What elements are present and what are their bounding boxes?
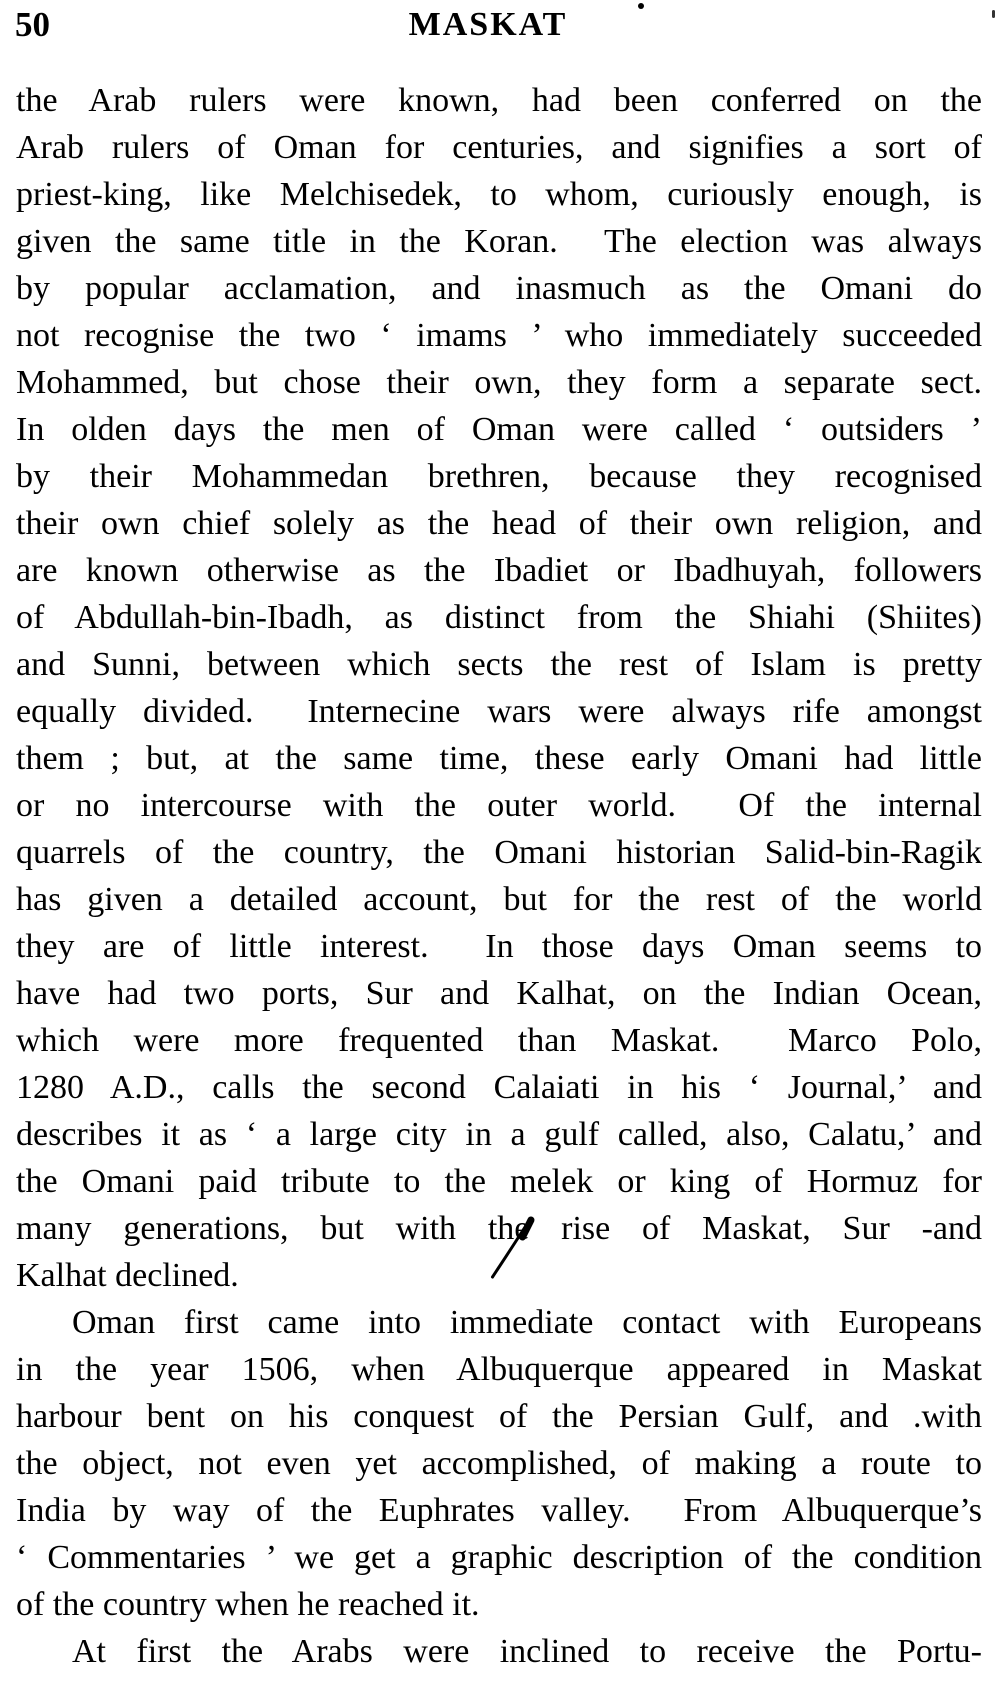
text-line: by their Mohammedan brethren, because they recognised <box>16 458 982 495</box>
text-line: Kalhat declined. <box>16 1257 239 1294</box>
text-line: ‘ Commentaries ’ we get a graphic description of the condition <box>16 1539 982 1576</box>
text-line: harbour bent on his conquest of the Persian Gulf, and .with <box>16 1398 982 1435</box>
text-line: At first the Arabs were inclined to receive the Portu- <box>72 1633 982 1670</box>
text-line: many generations, but with the rise of Maskat, Sur -and <box>16 1210 982 1247</box>
text-line: by popular acclamation, and inasmuch as the Omani do <box>16 270 982 307</box>
text-line: in the year 1506, when Albuquerque appeared in Maskat <box>16 1351 982 1388</box>
text-line: them ; but, at the same time, these early Omani had little <box>16 740 982 777</box>
text-line: the Omani paid tribute to the melek or king of Hormuz for <box>16 1163 982 1200</box>
text-line: describes it as ‘ a large city in a gulf called, also, Calatu,’ and <box>16 1116 982 1153</box>
text-line: quarrels of the country, the Omani historian Salid-bin-Ragik <box>16 834 982 871</box>
text-line: have had two ports, Sur and Kalhat, on the Indian Ocean, <box>16 975 982 1012</box>
text-line: priest-king, like Melchisedek, to whom, curiously enough, is <box>16 176 982 213</box>
text-line: India by way of the Euphrates valley. From Albuquerque’s <box>16 1492 982 1529</box>
page-header-row <box>0 5 1000 49</box>
text-line: the Arab rulers were known, had been conferred on the <box>16 82 982 119</box>
ink-speck <box>638 3 644 9</box>
text-line: or no intercourse with the outer world. Of the internal <box>16 787 982 824</box>
text-line: their own chief solely as the head of their own religion, and <box>16 505 982 542</box>
text-line: In olden days the men of Oman were called ‘ outsiders ’ <box>16 411 982 448</box>
text-line: equally divided. Internecine wars were always rife amongst <box>16 693 982 730</box>
running-header: MASKAT <box>408 6 568 43</box>
page-body <box>16 77 982 1675</box>
ink-speck <box>992 10 995 18</box>
text-line: not recognise the two ‘ imams ’ who immediately succeeded <box>16 317 982 354</box>
text-line: 1280 A.D., calls the second Calaiati in his ‘ Journal,’ and <box>16 1069 982 1106</box>
text-line: given the same title in the Koran. The election was always <box>16 223 982 260</box>
text-line: they are of little interest. In those days Oman seems to <box>16 928 982 965</box>
text-line: Oman first came into immediate contact with Europeans <box>72 1304 982 1341</box>
text-line: are known otherwise as the Ibadiet or Ibadhuyah, followers <box>16 552 982 589</box>
text-line: Mohammed, but chose their own, they form a separate sect. <box>16 364 982 401</box>
text-line: of the country when he reached it. <box>16 1586 480 1623</box>
page-number: 50 <box>15 5 50 44</box>
text-line: has given a detailed account, but for the rest of the world <box>16 881 982 918</box>
text-line: and Sunni, between which sects the rest of Islam is pretty <box>16 646 982 683</box>
text-line: of Abdullah-bin-Ibadh, as distinct from the Shiahi (Shiites) <box>16 599 982 636</box>
text-line: the object, not even yet accomplished, of making a route to <box>16 1445 982 1482</box>
text-line: Arab rulers of Oman for centuries, and signifies a sort of <box>16 129 982 166</box>
text-line: which were more frequented than Maskat. Marco Polo, <box>16 1022 982 1059</box>
